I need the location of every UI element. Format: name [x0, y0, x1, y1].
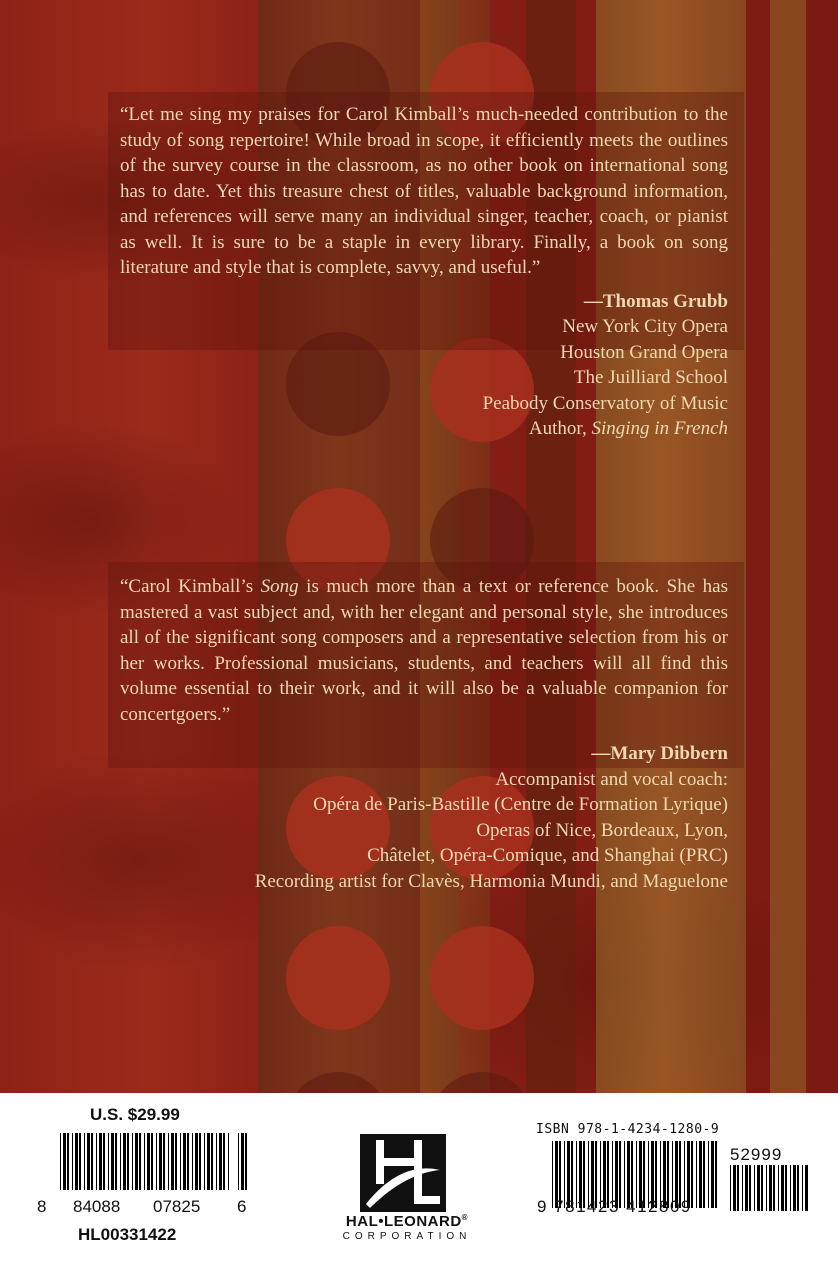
publisher-name-text: HAL•LEONARD: [345, 1213, 462, 1230]
author-credit: Peabody Conservatory of Music: [482, 392, 728, 414]
testimonial-attribution: [120, 741, 728, 894]
barcode-bar: [216, 1133, 217, 1190]
barcode-bar: [108, 1133, 109, 1190]
barcode-bar: [211, 1133, 213, 1190]
testimonial-dibbern: [120, 574, 728, 894]
barcode-bar: [120, 1133, 121, 1190]
upc-digit-group: 8: [37, 1197, 47, 1216]
barcode-bar: [797, 1165, 799, 1211]
barcode-bar: [183, 1133, 186, 1190]
publisher-subtitle: CORPORATION: [342, 1231, 472, 1242]
quote-text: is much more than a text or reference book. She has mastered a vast subject and, with her elegant and personal style, she introduces all of the significant song composers and a representative selection from his or her works. Professional musicians, students, and teachers will all find this volume essential to their work, and it will also be a valuable companion for concertgoers.”: [120, 576, 728, 725]
barcode-bar: [135, 1133, 138, 1190]
barcode-bar: [730, 1165, 731, 1211]
barcode-bar: [87, 1133, 90, 1190]
barcode-bar: [180, 1133, 181, 1190]
barcode-bar: [75, 1133, 78, 1190]
quote-text: “Carol Kimball’s: [120, 576, 261, 597]
background-stripe: [770, 0, 806, 1093]
barcode-bar: [745, 1165, 748, 1211]
barcode-bar: [781, 1165, 784, 1211]
barcode-bar: [749, 1165, 751, 1211]
barcode-bar: [72, 1133, 73, 1190]
testimonial-author: —Thomas Grubb: [583, 290, 728, 312]
item-code: HL00331422: [78, 1225, 177, 1244]
barcode-bar: [79, 1133, 81, 1190]
author-credit: Recording artist for Clavès, Harmonia Mundi, and Maguelone: [254, 870, 728, 892]
barcode-bar: [238, 1133, 239, 1190]
upc-digit-group: 84088: [73, 1197, 121, 1216]
author-credit: [120, 416, 728, 442]
author-credit: Operas of Nice, Bordeaux, Lyon,: [476, 819, 728, 841]
decorative-dot: [430, 926, 534, 1030]
barcode-bar: [696, 1141, 697, 1208]
testimonial-quote: “Let me sing my praises for Carol Kimball’s much-needed contribution to the study of song repertoire! While broad in scope, it efficiently meets the outlines of the survey course in the classroom, as no other book on international song has to date. Yet this treasure chest of titles, valuable background information, and references will serve many an individual singer, teacher, coach, or pianist as well. It is sure to be a staple in every library. Finally, a book on song literature and style that is complete, savvy, and useful.”: [120, 104, 728, 278]
barcode-bar: [754, 1165, 755, 1211]
barcode-bar: [241, 1133, 244, 1190]
barcode-bar: [187, 1133, 189, 1190]
barcode-bar: [219, 1133, 222, 1190]
barcode-bar: [802, 1165, 803, 1211]
barcode-bar: [96, 1133, 97, 1190]
barcode-bar: [171, 1133, 174, 1190]
testimonial-attribution: [120, 289, 728, 442]
barcode-bar: [228, 1133, 229, 1190]
publisher-name: [312, 1213, 502, 1230]
barcode-bar: [139, 1133, 141, 1190]
barcode-bar: [127, 1133, 129, 1190]
price-barcode: [730, 1165, 808, 1211]
barcode-bar: [163, 1133, 165, 1190]
barcode-bar: [793, 1165, 796, 1211]
barcode-bar: [737, 1165, 739, 1211]
barcode-bar: [757, 1165, 760, 1211]
barcode-bar: [790, 1165, 791, 1211]
upc-barcode-end: [238, 1133, 252, 1190]
testimonial-quote: [120, 574, 728, 727]
barcode-bar: [223, 1133, 225, 1190]
barcode-bar: [192, 1133, 193, 1190]
barcode-bar: [63, 1133, 66, 1190]
price-label: U.S. $29.99: [90, 1105, 180, 1124]
barcode-bar: [144, 1133, 145, 1190]
barcode-bar: [111, 1133, 114, 1190]
barcode-bar: [204, 1133, 205, 1190]
testimonial-grubb: [120, 102, 728, 442]
barcode-bar: [769, 1165, 772, 1211]
author-credit: Châtelet, Opéra-Comique, and Shanghai (PRC): [367, 845, 728, 866]
barcode-bar: [168, 1133, 169, 1190]
barcode-bar: [785, 1165, 787, 1211]
barcode-bar: [805, 1165, 808, 1211]
barcode-bar: [703, 1141, 705, 1208]
barcode-bar: [159, 1133, 162, 1190]
barcode-bar: [699, 1141, 702, 1208]
barcode-bar: [60, 1133, 61, 1190]
isbn-digits: 9 781423 412809: [537, 1197, 692, 1216]
barcode-bar: [761, 1165, 763, 1211]
barcode-bar: [207, 1133, 210, 1190]
barcode-bar: [147, 1133, 150, 1190]
isbn-label: ISBN 978-1-4234-1280-9: [536, 1122, 720, 1137]
barcode-bar: [103, 1133, 105, 1190]
book-title: Singing in French: [591, 418, 728, 439]
credit-prefix: Author,: [528, 418, 592, 439]
upc-digit-group: 07825: [153, 1197, 201, 1216]
barcode-bar: [156, 1133, 157, 1190]
barcode-bar: [115, 1133, 117, 1190]
barcode-bar: [715, 1141, 717, 1208]
book-title: Song: [260, 576, 299, 597]
barcode-bar: [778, 1165, 779, 1211]
barcode-bar: [711, 1141, 714, 1208]
barcode-bar: [67, 1133, 69, 1190]
author-credit: Accompanist and vocal coach:: [495, 768, 728, 790]
barcode-bar: [766, 1165, 767, 1211]
barcode-bar: [151, 1133, 153, 1190]
upc-barcode: [60, 1133, 232, 1190]
barcode-band: [0, 1093, 838, 1280]
barcode-bar: [733, 1165, 736, 1211]
barcode-bar: [708, 1141, 709, 1208]
author-credit: The Juilliard School: [573, 367, 728, 388]
hal-leonard-logo-icon: [360, 1134, 446, 1212]
decorative-dot: [286, 926, 390, 1030]
testimonial-author: —Mary Dibbern: [591, 743, 728, 764]
barcode-bar: [123, 1133, 126, 1190]
barcode-bar: [195, 1133, 198, 1190]
barcode-bar: [99, 1133, 102, 1190]
barcode-bar: [91, 1133, 93, 1190]
barcode-bar: [245, 1133, 247, 1190]
author-credit: Opéra de Paris-Bastille (Centre de Formation Lyrique): [313, 794, 728, 815]
registered-mark: ®: [461, 1213, 469, 1222]
barcode-bar: [773, 1165, 775, 1211]
barcode-bar: [742, 1165, 743, 1211]
price-code-digits: 52999: [730, 1145, 783, 1164]
upc-digit-group: 6: [237, 1197, 247, 1216]
barcode-bar: [175, 1133, 177, 1190]
author-credit: Houston Grand Opera: [560, 341, 728, 363]
author-credit: New York City Opera: [562, 316, 728, 337]
barcode-bar: [84, 1133, 85, 1190]
barcode-bar: [199, 1133, 201, 1190]
barcode-bar: [132, 1133, 133, 1190]
